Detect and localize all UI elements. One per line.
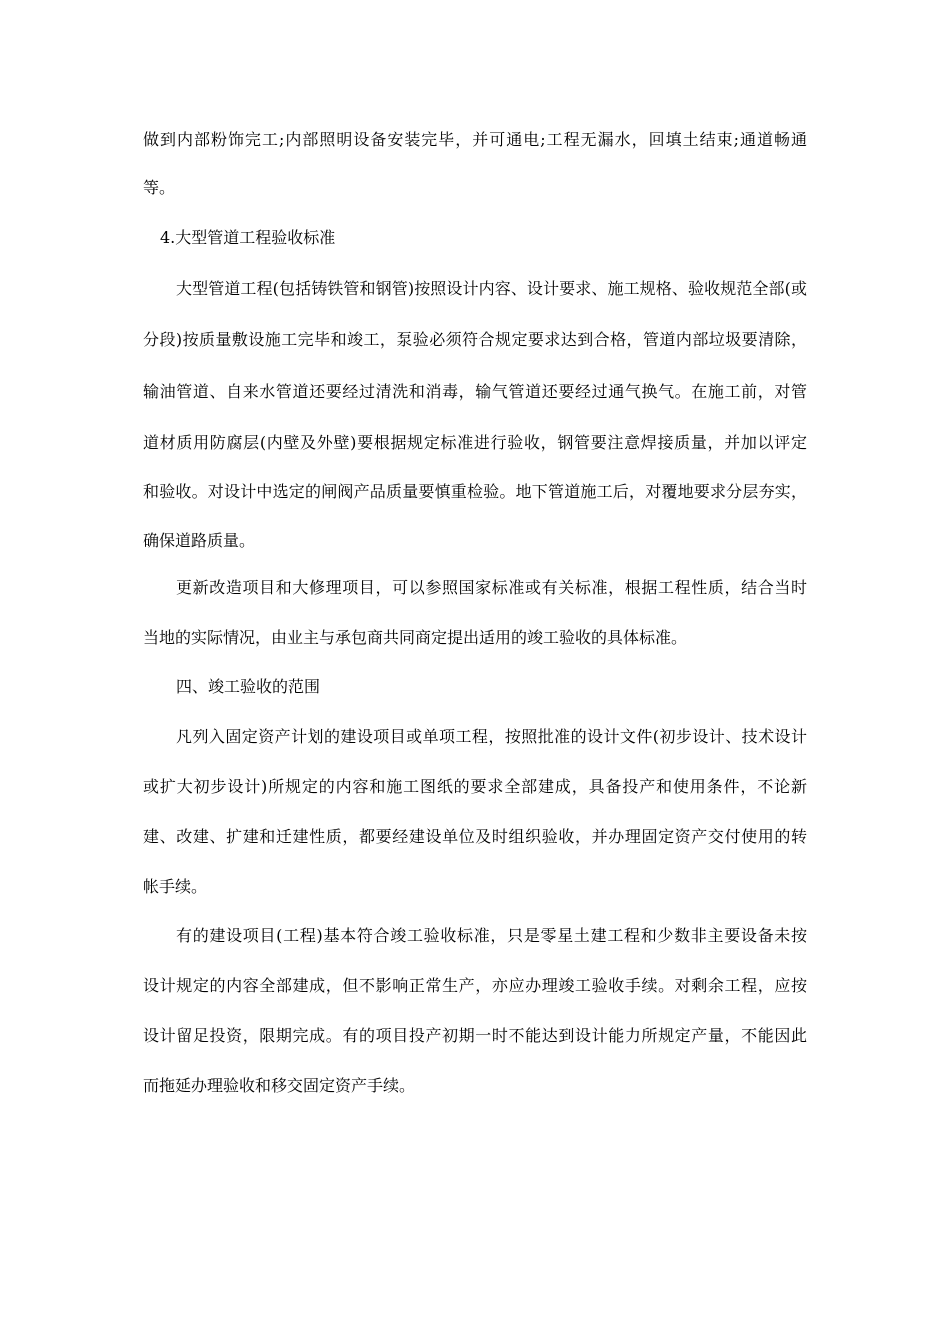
- text-line: 和验收。对设计中选定的闸阀产品质量要慎重检验。地下管道施工后，对覆地要求分层夯实，: [143, 482, 807, 501]
- text-line: 设计留足投资，限期完成。有的项目投产初期一时不能达到设计能力所规定产量，不能因此: [143, 1026, 807, 1045]
- text-line: 更新改造项目和大修理项目，可以参照国家标准或有关标准，根据工程性质，结合当时: [176, 578, 807, 597]
- text-line: 当地的实际情况，由业主与承包商共同商定提出适用的竣工验收的具体标准。: [143, 628, 688, 647]
- text-line: 输油管道、自来水管道还要经过清洗和消毒，输气管道还要经过通气换气。在施工前，对管: [143, 382, 807, 401]
- text-line: 做到内部粉饰完工;内部照明设备安装完毕，并可通电;工程无漏水，回填土结束;通道畅通: [143, 130, 807, 149]
- text-line: 等。: [143, 178, 176, 197]
- text-line: 凡列入固定资产计划的建设项目或单项工程，按照批准的设计文件(初步设计、技术设计: [176, 727, 807, 746]
- text-line: 建、改建、扩建和迁建性质，都要经建设单位及时组织验收，并办理固定资产交付使用的转: [143, 827, 807, 846]
- text-line: 道材质用防腐层(内壁及外壁)要根据规定标准进行验收，钢管要注意焊接质量，并加以评定: [143, 433, 807, 452]
- text-line: 而拖延办理验收和移交固定资产手续。: [143, 1076, 416, 1095]
- section-heading: 四、竣工验收的范围: [176, 677, 321, 696]
- text-line: 确保道路质量。: [143, 531, 256, 550]
- text-line: 设计规定的内容全部建成，但不影响正常生产，亦应办理竣工验收手续。对剩余工程，应按: [143, 976, 807, 995]
- section-heading: 4.大型管道工程验收标准: [160, 228, 336, 247]
- text-line: 帐手续。: [143, 877, 208, 896]
- text-line: 有的建设项目(工程)基本符合竣工验收标准，只是零星土建工程和少数非主要设备未按: [176, 926, 807, 945]
- text-line: 分段)按质量敷设施工完毕和竣工，泵验必须符合规定要求达到合格，管道内部垃圾要清除，: [143, 330, 807, 349]
- text-line: 或扩大初步设计)所规定的内容和施工图纸的要求全部建成，具备投产和使用条件，不论新: [143, 777, 807, 796]
- text-line: 大型管道工程(包括铸铁管和钢管)按照设计内容、设计要求、施工规格、验收规范全部(或: [176, 279, 807, 298]
